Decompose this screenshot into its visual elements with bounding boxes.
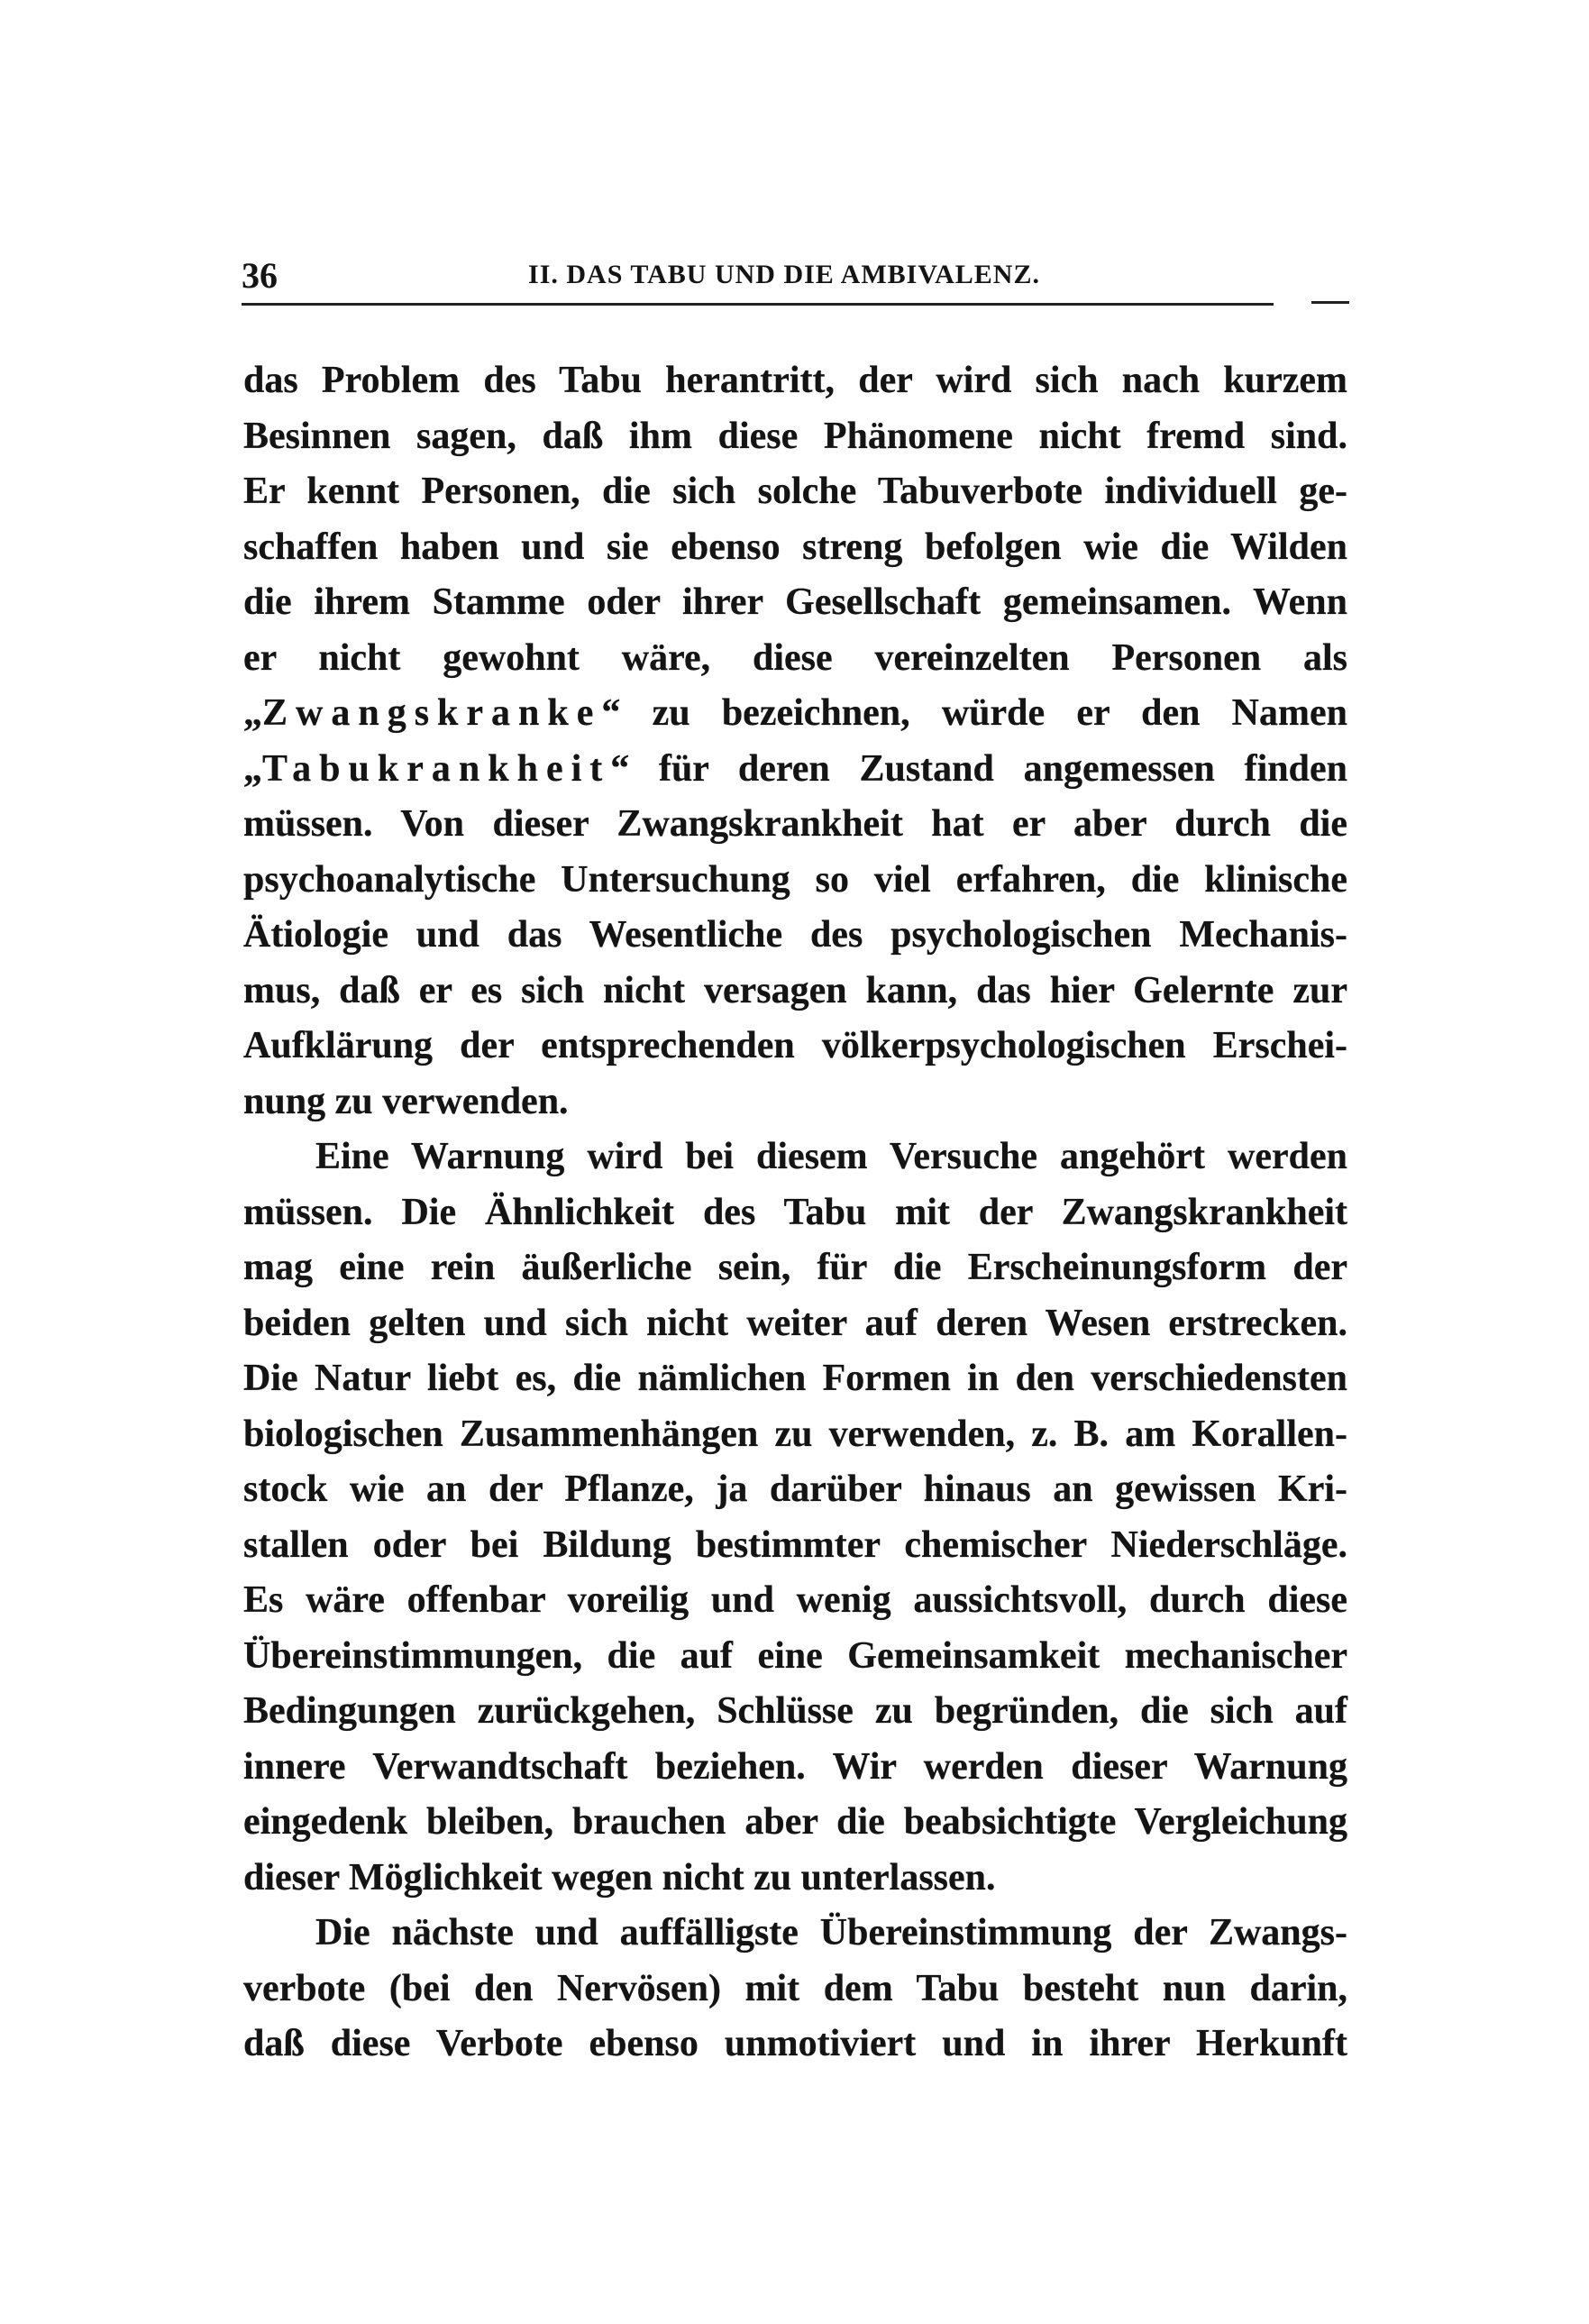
text-line [243, 853, 1347, 909]
text-line [243, 1851, 1347, 1907]
text-line [243, 964, 1347, 1020]
text-line [243, 742, 1347, 798]
line-content [243, 742, 1347, 798]
line-content: schaffen haben und sie ebenso streng befolgen wie die Wilden [243, 526, 1347, 568]
line-content [243, 686, 1347, 742]
text-line [243, 1296, 1347, 1352]
spaced-emphasis: Tabukrankheit [262, 747, 611, 790]
line-content: Ätiologie und das Wesentliche des psychologischen Mechanis- [243, 914, 1347, 956]
line-content: psychoanalytische Untersuchung so viel erfahren, die klinische [243, 858, 1347, 901]
body-text [243, 353, 1347, 2072]
text-line [243, 1130, 1347, 1185]
line-content: daß diese Verbote ebenso unmotiviert und in ihrer Herkunft [243, 2023, 1347, 2064]
line-content: stallen oder bei Bildung bestimmter chemischer Niederschläge. [243, 1523, 1347, 1566]
text-line [243, 1740, 1347, 1796]
text-line [243, 908, 1347, 964]
text-line [243, 1407, 1347, 1463]
text-line [243, 520, 1347, 576]
spaced-emphasis: Zwangskranke [262, 692, 602, 734]
line-content: verbote (bei den Nervösen) mit dem Tabu besteht nun darin, [243, 1967, 1347, 2009]
text-line [243, 1462, 1347, 1518]
text-line [243, 1629, 1347, 1685]
line-segment: “ für deren Zustand angemessen finden [610, 747, 1347, 790]
text-line [243, 1019, 1347, 1075]
text-line [243, 1351, 1347, 1407]
text-line [243, 1684, 1347, 1740]
line-segment: „ [243, 692, 262, 734]
running-head: II. DAS TABU UND DIE AMBIVALENZ. [528, 260, 1040, 289]
header-rule [242, 303, 1274, 306]
text-line [243, 2017, 1347, 2072]
line-content: Eine Warnung wird bei diesem Versuche angehört werden [315, 1136, 1347, 1177]
text-line [243, 797, 1347, 853]
text-line [243, 353, 1347, 409]
line-content: Die nächste und auffälligste Übereinstimmung der Zwangs- [315, 1912, 1347, 1953]
line-content: Besinnen sagen, daß ihm diese Phänomene nicht fremd sind. [243, 415, 1347, 457]
text-line [243, 1075, 1347, 1130]
line-content: mag eine rein äußerliche sein, für die Erscheinungsform der [243, 1247, 1347, 1288]
text-line [243, 409, 1347, 465]
line-content: Die Natur liebt es, die nämlichen Formen in den verschiedensten [243, 1358, 1347, 1399]
text-line [243, 1795, 1347, 1851]
page-number: 36 [242, 255, 278, 296]
line-content: innere Verwandtschaft beziehen. Wir werden dieser Warnung [243, 1745, 1347, 1788]
line-content: beiden gelten und sich nicht weiter auf deren Wesen erstrecken. [243, 1302, 1347, 1344]
line-content: Aufklärung der entsprechenden völkerpsychologischen Erschei- [243, 1025, 1347, 1066]
text-line [243, 1573, 1347, 1629]
line-content: Bedingungen zurückgehen, Schlüsse zu begründen, die sich auf [243, 1690, 1347, 1732]
line-content: biologischen Zusammenhängen zu verwenden, z. B. am Korallen- [243, 1413, 1347, 1455]
line-content: müssen. Die Ähnlichkeit des Tabu mit der Zwangskrankheit [243, 1191, 1347, 1233]
line-content: eingedenk bleiben, brauchen aber die beabsichtigte Vergleichung [243, 1801, 1347, 1843]
text-line [243, 1185, 1347, 1241]
line-content: Er kennt Personen, die sich solche Tabuverbote individuell ge- [243, 471, 1347, 512]
text-line [243, 575, 1347, 631]
line-content: stock wie an der Pflanze, ja darüber hinaus an gewissen Kri- [243, 1469, 1347, 1510]
line-content: nung zu verwenden. [243, 1080, 569, 1122]
line-content: mus, daß er es sich nicht versagen kann, das hier Gelernte zur [243, 969, 1347, 1011]
line-content: Übereinstimmungen, die auf eine Gemeinsamkeit mechanischer [243, 1634, 1347, 1677]
text-line [243, 464, 1347, 520]
line-content: müssen. Von dieser Zwangskrankheit hat er aber durch die [243, 803, 1347, 845]
text-line [243, 631, 1347, 687]
line-content: dieser Möglichkeit wegen nicht zu unterlassen. [243, 1856, 996, 1899]
text-line [243, 686, 1347, 742]
line-content: die ihrem Stamme oder ihrer Gesellschaft gemeinsamen. Wenn [243, 581, 1347, 623]
line-segment: „ [243, 747, 262, 790]
text-line [243, 1906, 1347, 1962]
line-segment: “ zu bezeichnen, würde er den Namen [601, 692, 1347, 734]
line-content: das Problem des Tabu herantritt, der wird sich nach kurzem [243, 360, 1347, 401]
line-content: Es wäre offenbar voreilig und wenig aussichtsvoll, durch diese [243, 1579, 1347, 1621]
text-line [243, 1240, 1347, 1296]
text-line [243, 1518, 1347, 1574]
header-rule-dash [1311, 301, 1349, 304]
line-content: er nicht gewohnt wäre, diese vereinzelten Personen als [243, 636, 1347, 679]
text-line [243, 1962, 1347, 2017]
